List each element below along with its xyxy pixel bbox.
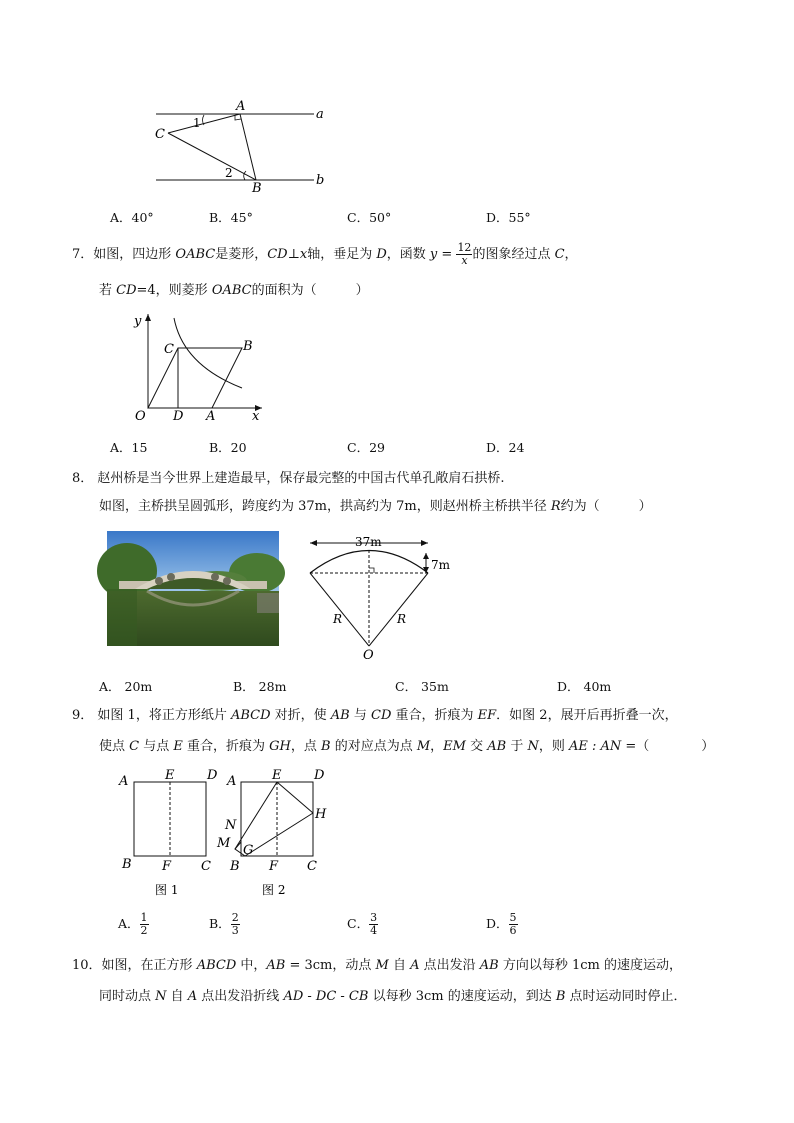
q9-fig2-label-N: N [225,818,237,833]
q9-fig2-label-M: M [217,836,231,851]
q7-label-y: y [134,314,142,329]
q9-option-b[interactable]: B． $\frac{2}{3}$ [209,911,239,937]
q6-option-a[interactable]: A．40° [110,210,154,225]
q9-line2: 使点 C 与点 E 重合，折痕为 GH，点 B 的对应点为点 M，EM 交 AB 于 N，则 AE : AN =（ ） [99,739,715,754]
q10-line2: 同时动点 N 自 A 点出发沿折线 AD - DC - CB 以每秒 3cm 的速度运动，到达 B 点时运动同时停止． [99,989,687,1004]
q8-label-span: 37m [355,535,382,549]
q6-label-2: 2 [225,166,233,180]
q7-label-O: O [135,409,146,424]
q9-figure-2 [217,765,335,900]
q7-label-C: C [164,342,174,357]
q8-label-O: O [363,648,374,663]
q7-option-a[interactable]: A．15 [110,440,148,455]
q9-fig2-label-E: E [272,768,282,783]
q7-line2: 若 CD=4，则菱形 OABC的面积为（ ） [99,283,369,298]
q8-label-R-right: R [397,612,407,626]
q7-label-B: B [243,339,253,354]
q6-option-c[interactable]: C．50° [347,210,392,225]
q10-line1: 10．如图，在正方形 ABCD 中，AB = 3cm，动点 M 自 A 点出发沿 AB 方向以每秒 1cm 的速度运动， [72,958,682,973]
q8-label-R-left: R [333,612,343,626]
q7-option-d[interactable]: D．24 [486,440,525,455]
q6-label-B: B [252,181,262,196]
q8-option-a[interactable]: A． 20m [99,679,153,694]
q9-figure-1 [115,765,225,900]
q9-fig1-label-E: E [165,768,175,783]
q6-figure [150,95,340,195]
q7-label-x: x [252,409,260,424]
q9-option-c[interactable]: C． $\frac{3}{4}$ [347,911,378,937]
q8-label-height: 7m [431,558,451,572]
q9-fig2-label-A: A [227,774,237,789]
q7-label-A: A [206,409,216,424]
q8-option-c[interactable]: C． 35m [395,679,449,694]
q6-option-d[interactable]: D．55° [486,210,531,225]
q7-option-c[interactable]: C．29 [347,440,385,455]
q9-fig2-label-G: G [243,843,254,858]
q6-label-A: A [236,99,246,114]
q7-fraction: $\frac{12}{x}$ [457,241,472,267]
q7-figure [128,310,268,424]
q9-line1: 9． 如图 1，将正方形纸片 ABCD 对折，使 AB 与 CD 重合，折痕为 EF．如图 2，展开后再折叠一次， [72,708,678,723]
q9-fig2-label-F: F [269,859,279,874]
q9-fig1-label-D: D [207,768,218,783]
q6-label-C: C [155,127,165,142]
q6-label-1: 1 [193,116,201,130]
q9-fig2-label-B: B [230,859,240,874]
q9-option-d[interactable]: D． $\frac{5}{6}$ [486,911,517,937]
q6-option-b[interactable]: B．45° [209,210,253,225]
q9-fig1-label-B: B [122,857,132,872]
q9-fig1-label-A: A [119,774,129,789]
q7-line1: 7．如图，四边形 OABC是菱形，CD⊥x轴，垂足为 D，函数 y = $\frac{12}{x}$ 的图象经过点 C， [72,241,578,267]
q8-line1: 8． 赵州桥是当今世界上建造最早，保存最完整的中国古代单孔敞肩石拱桥. [72,471,505,486]
q8-option-d[interactable]: D． 40m [557,679,612,694]
q7-option-b[interactable]: B．20 [209,440,247,455]
q9-fig1-label-F: F [162,859,172,874]
q9-fig2-label-H: H [315,807,327,822]
q9-fig1-label-C: C [201,859,211,874]
q8-option-b[interactable]: B． 28m [233,679,287,694]
q9-fig2-label-C: C [307,859,317,874]
q6-label-b: b [316,173,325,188]
q7-label-D: D [173,409,184,424]
q9-fig2-caption: 图 2 [262,883,286,897]
zhaozhou-bridge-photo [107,531,279,646]
q9-option-a[interactable]: A． $\frac{1}{2}$ [118,911,148,937]
q6-label-a: a [316,107,324,122]
q9-fig1-caption: 图 1 [155,883,179,897]
q8-line2: 如图，主桥拱呈圆弧形，跨度约为 37m，拱高约为 7m，则赵州桥主桥拱半径 R约为（ ） [99,499,652,514]
q8-figure [300,528,460,663]
q9-fig2-label-D: D [314,768,325,783]
